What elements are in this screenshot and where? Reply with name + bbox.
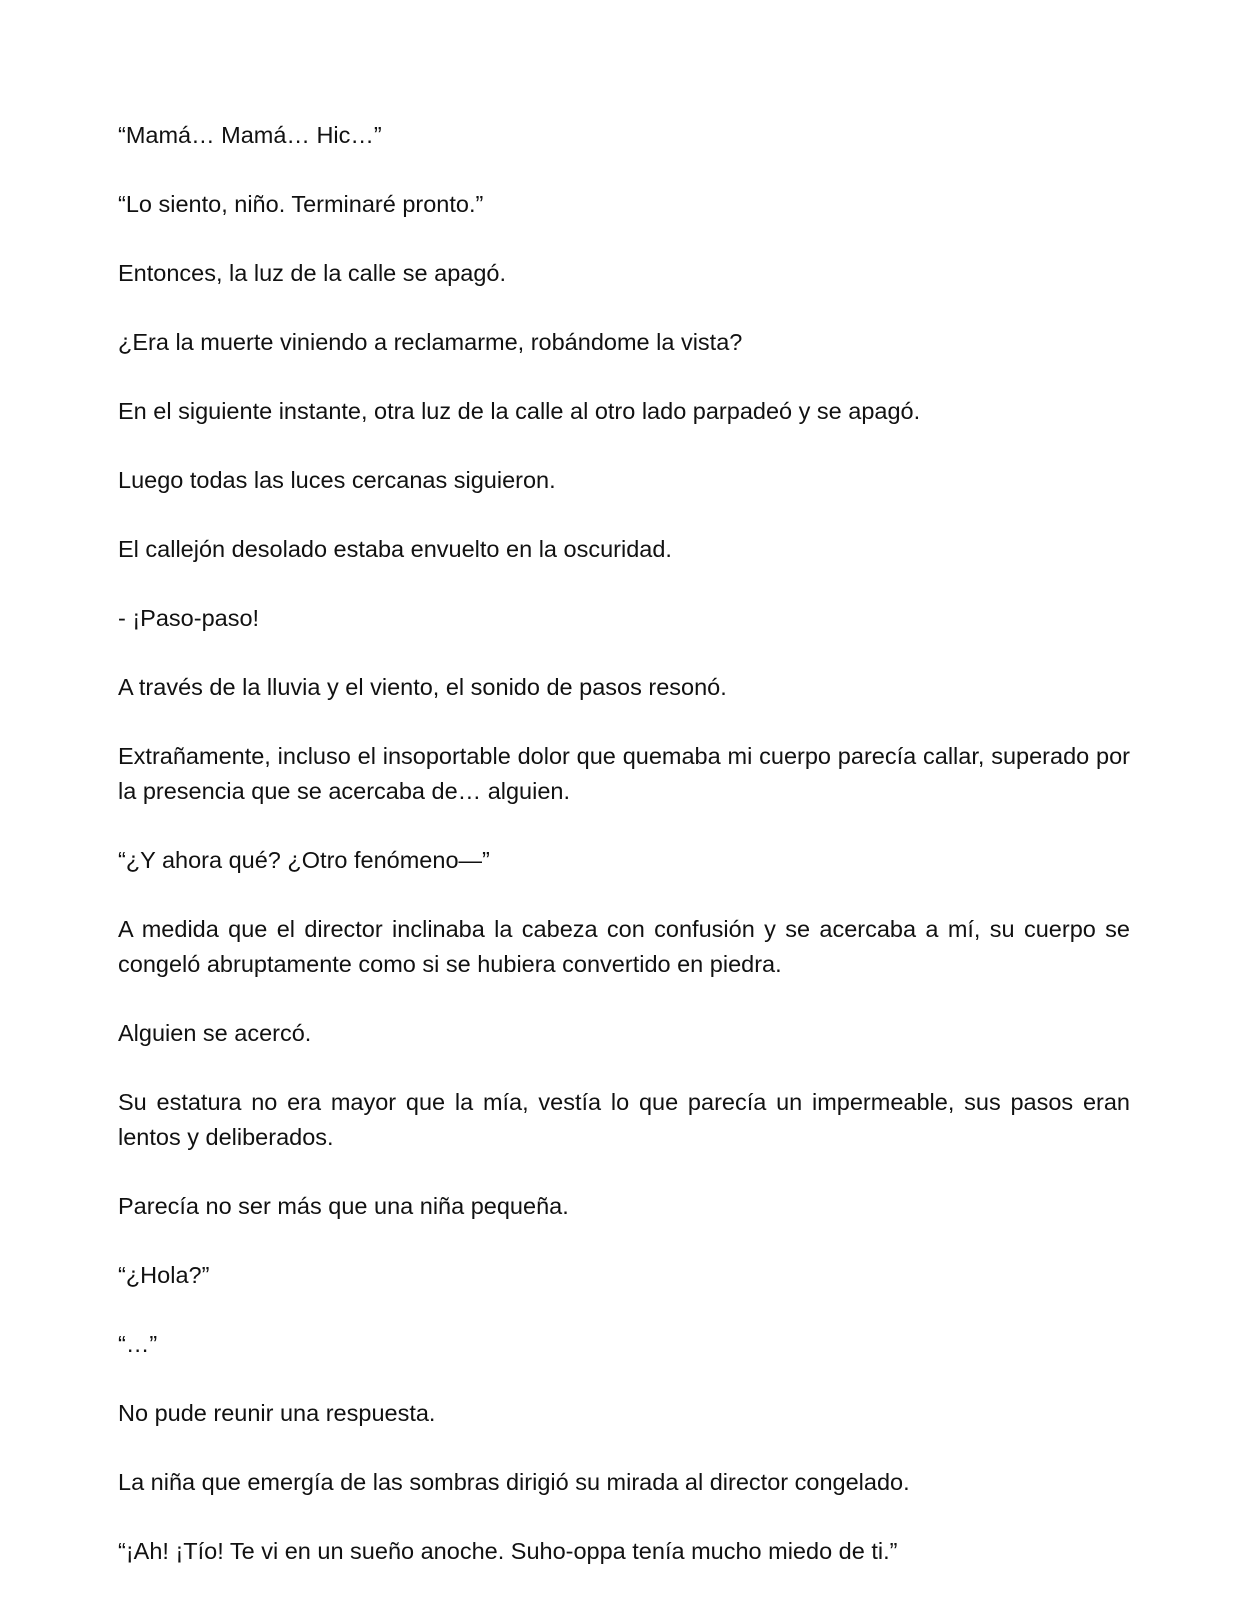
paragraph: Su estatura no era mayor que la mía, vestía lo que parecía un impermeable, sus pasos eran lentos y deliberados. xyxy=(118,1089,1130,1150)
paragraph: No pude reunir una respuesta. xyxy=(118,1400,436,1426)
paragraph: A medida que el director inclinaba la cabeza con confusión y se acercaba a mí, su cuerpo se congeló abruptamente como si se hubiera convertido en piedra. xyxy=(118,916,1130,977)
paragraph: El callejón desolado estaba envuelto en la oscuridad. xyxy=(118,536,672,562)
paragraph: “¿Y ahora qué? ¿Otro fenómeno—” xyxy=(118,847,490,873)
paragraph: Extrañamente, incluso el insoportable dolor que quemaba mi cuerpo parecía callar, superado por la presencia que se acercaba de… alguien. xyxy=(118,743,1130,804)
paragraph: Luego todas las luces cercanas siguieron. xyxy=(118,467,556,493)
paragraph: Parecía no ser más que una niña pequeña. xyxy=(118,1193,569,1219)
paragraph: A través de la lluvia y el viento, el sonido de pasos resonó. xyxy=(118,674,727,700)
paragraph: “¡Ah! ¡Tío! Te vi en un sueño anoche. Suho-oppa tenía mucho miedo de ti.” xyxy=(118,1538,898,1564)
paragraph: - ¡Paso-paso! xyxy=(118,605,260,631)
paragraph: ¿Era la muerte viniendo a reclamarme, robándome la vista? xyxy=(118,329,743,355)
paragraph: “…” xyxy=(118,1331,158,1357)
document-body xyxy=(118,118,1130,1603)
paragraph: Alguien se acercó. xyxy=(118,1020,312,1046)
paragraph: “Mamá… Mamá… Hic…” xyxy=(118,122,382,148)
paragraph: En el siguiente instante, otra luz de la calle al otro lado parpadeó y se apagó. xyxy=(118,398,921,424)
paragraph: Entonces, la luz de la calle se apagó. xyxy=(118,260,507,286)
paragraph: La niña que emergía de las sombras dirigió su mirada al director congelado. xyxy=(118,1469,910,1495)
paragraph: “Lo siento, niño. Terminaré pronto.” xyxy=(118,191,484,217)
paragraph: “¿Hola?” xyxy=(118,1262,210,1288)
